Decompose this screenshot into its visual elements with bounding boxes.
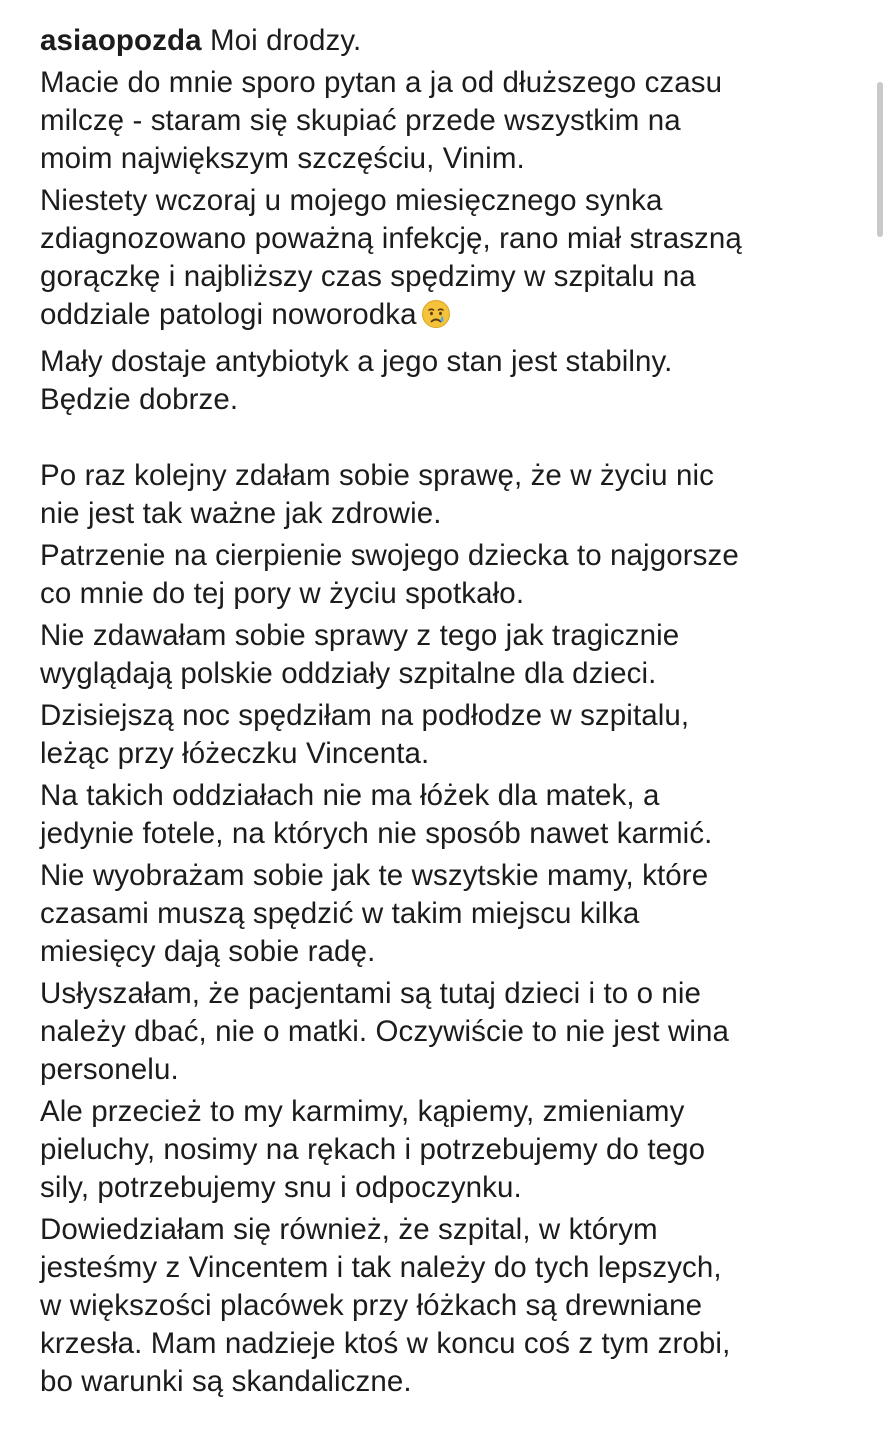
caption-text: Moi drodzy. bbox=[209, 24, 362, 57]
crying-face-icon bbox=[421, 299, 451, 339]
caption-paragraph bbox=[40, 182, 860, 339]
caption-paragraph: Usłyszałam, że pacjentami są tutaj dzieci i to o nie należy dbać, nie o matki. Oczywiście to nie jest wina personelu. bbox=[40, 977, 730, 1086]
caption-paragraph: Nie wyobrażam sobie jak te wszytskie mamy, które czasami muszą spędzić w takim miejscu kilka miesięcy dają sobie radę. bbox=[40, 859, 709, 968]
caption-paragraph: Macie do mnie sporo pytan a ja od dłuższego czasu milczę - staram się skupiać przede wszystkim na moim największym szczęściu, Vinim. bbox=[40, 66, 723, 175]
scrollbar[interactable] bbox=[877, 82, 883, 237]
caption-paragraph: Patrzenie na cierpienie swojego dziecka to najgorsze co mnie do tej pory w życiu spotkało. bbox=[40, 539, 739, 610]
caption-paragraph: Na takich oddziałach nie ma łóżek dla matek, a jedynie fotele, na których nie sposób nawet karmić. bbox=[40, 779, 713, 850]
post-caption bbox=[40, 22, 860, 1405]
caption-paragraph: Ale przecież to my karmimy, kąpiemy, zmieniamy pieluchy, nosimy na rękach i potrzebujemy do tego sily, potrzebujemy snu i odpoczynku. bbox=[40, 1095, 706, 1204]
caption-paragraph: Dowiedziałam się również, że szpital, w którym jesteśmy z Vincentem i tak należy do tych lepszych, w większości placówek przy łóżkach są drewniane krzesła. Mam nadzieje ktoś w koncu coś z tym zrobi, bo warunki są skandaliczne. bbox=[40, 1213, 731, 1398]
caption-paragraph: Po raz kolejny zdałam sobie sprawę, że w życiu nic nie jest tak ważne jak zdrowie. bbox=[40, 459, 714, 530]
caption-paragraph: Dzisiejszą noc spędziłam na podłodze w szpitalu, leżąc przy łóżeczku Vincenta. bbox=[40, 699, 690, 770]
caption-paragraph: Mały dostaje antybiotyk a jego stan jest stabilny. Będzie dobrze. bbox=[40, 345, 673, 416]
caption-text: Niestety wczoraj u mojego miesięcznego synka zdiagnozowano poważną infekcję, rano miał straszną gorączkę i najbliższy czas spędzimy w szpitalu na oddziale patologi noworodka bbox=[40, 184, 742, 331]
caption-paragraph-greeting bbox=[40, 22, 860, 60]
caption-paragraph: Nie zdawałam sobie sprawy z tego jak tragicznie wyglądają polskie oddziały szpitalne dla dzieci. bbox=[40, 619, 680, 690]
username[interactable]: asiaopozda bbox=[40, 24, 202, 57]
